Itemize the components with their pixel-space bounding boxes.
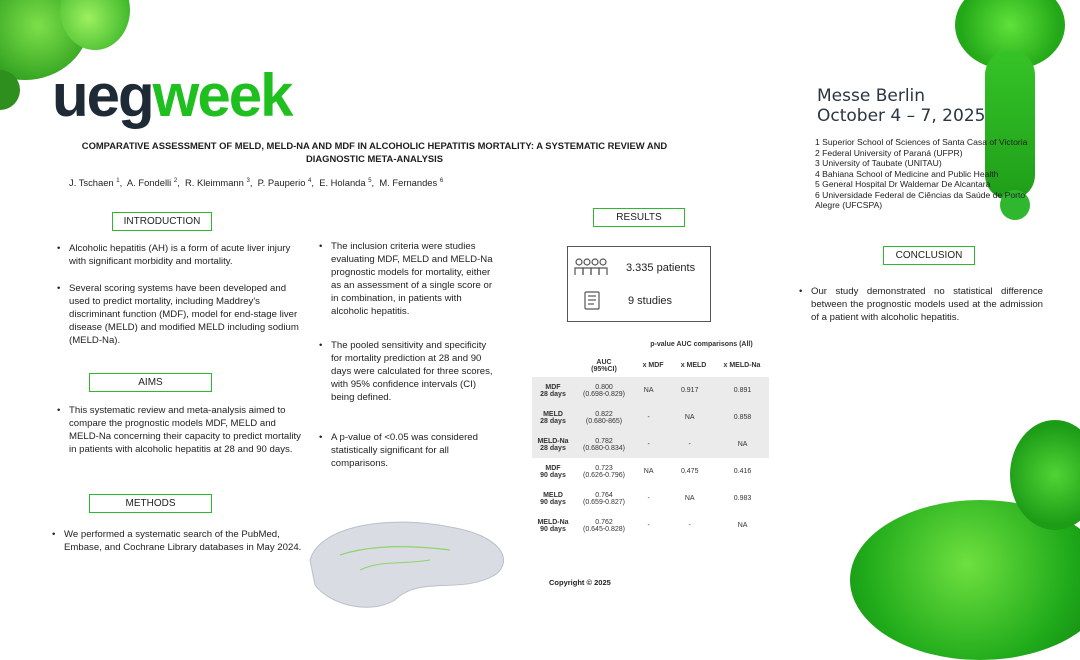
- auc-ci: (0.680-865): [585, 417, 623, 425]
- intro-bullet: [57, 242, 305, 268]
- row-label-score: MDF: [545, 464, 561, 472]
- pvalue-cell: 0.917: [680, 387, 699, 394]
- poster-title: COMPARATIVE ASSESSMENT OF MELD, MELD-NA AND MDF IN ALCOHOLIC HEPATITIS MORTALITY: A SYSTEMATIC REVIEW AND DIAGNOSTIC META-ANALYSIS: [81, 140, 668, 164]
- row-label-score: MELD: [543, 410, 563, 418]
- table-row: [532, 458, 769, 485]
- bullet-text: This systematic review and meta-analysis aimed to compare the prognostic models MDF, MELD and MELD-Na concerning their capacity to predict mortality in patients with alcoholic hepatitis at 28 and 90 days.: [69, 405, 301, 455]
- auc-ci: (0.680-0.834): [582, 444, 626, 452]
- row-label-days: 28 days: [540, 390, 566, 398]
- bullet-dot: •: [319, 241, 323, 252]
- pvalue-header-label: p-value AUC comparisons (All): [650, 341, 753, 348]
- pvalue-cell: NA: [684, 495, 695, 502]
- auc-cell: [574, 485, 634, 512]
- section-introduction: INTRODUCTION: [112, 212, 212, 231]
- liver-illustration: [300, 515, 515, 608]
- affiliations: [815, 137, 1030, 211]
- row-label-score: MELD: [543, 491, 563, 499]
- row-label: [532, 404, 574, 431]
- row-label: [532, 377, 574, 404]
- pvalue-cell: 0.891: [733, 387, 752, 394]
- section-conclusion: CONCLUSION: [883, 246, 975, 265]
- document-icon: [583, 291, 603, 311]
- pvalue-cell: -: [647, 495, 650, 502]
- methods-bullet: [52, 528, 304, 554]
- table-row: [532, 485, 769, 512]
- author: M. Fernandes: [379, 177, 438, 188]
- pvalue-cell: -: [688, 522, 691, 529]
- sensitivity-bullet: [319, 339, 497, 404]
- intro-bullet: [57, 282, 305, 347]
- auc-value: 0.782: [595, 437, 613, 445]
- bullet-dot: •: [52, 529, 56, 540]
- section-methods: METHODS: [89, 494, 212, 513]
- pvalue-header: [634, 340, 769, 377]
- author: A. Fondelli: [126, 177, 172, 188]
- author: E. Holanda: [319, 177, 366, 188]
- pvalue-cell: 0.475: [680, 468, 699, 475]
- pvalue-cell: -: [647, 441, 650, 448]
- author: J. Tschaen: [69, 177, 114, 188]
- pvalue-cell: -: [688, 441, 691, 448]
- auc-value: 0.800: [595, 383, 613, 391]
- bullet-dot: •: [57, 243, 61, 254]
- bullet-text: Alcoholic hepatitis (AH) is a form of acute liver injury with significant morbidity and mortality.: [69, 243, 291, 267]
- criteria-bullet: [319, 240, 497, 318]
- auc-value: 0.822: [595, 410, 613, 418]
- author: P. Pauperio: [257, 177, 306, 188]
- table-row: [532, 404, 769, 431]
- copyright: Copyright © 2025: [549, 578, 611, 587]
- table-row: [532, 431, 769, 458]
- people-icon: [574, 257, 608, 279]
- studies-count: 9 studies: [628, 295, 673, 307]
- ueg-week-logo: [52, 62, 292, 129]
- col-header-meld-na: x MELD-Na: [723, 362, 761, 369]
- row-label-days: 90 days: [540, 525, 566, 533]
- venue-dates: October 4 – 7, 2025: [817, 106, 986, 126]
- auc-value: 0.723: [595, 464, 613, 472]
- row-label-score: MELD-Na: [537, 518, 569, 526]
- auc-ci: (0.659-0.827): [582, 498, 626, 506]
- auc-ci: (0.645-0.828): [582, 525, 626, 533]
- col-header-meld: x MELD: [680, 362, 707, 369]
- row-label-days: 28 days: [540, 417, 566, 425]
- venue-city: Messe Berlin: [817, 86, 926, 106]
- row-label: [532, 431, 574, 458]
- affiliation: 3 University of Taubate (UNITAU): [815, 158, 942, 168]
- pvalue-cell: -: [647, 522, 650, 529]
- auc-value: 0.764: [595, 491, 613, 499]
- auc-value: 0.762: [595, 518, 613, 526]
- bullet-text: The inclusion criteria were studies evaluating MDF, MELD and MELD-Na prognostic models for mortality, either as an assessment of a single score or in combination, in patients with alcoholic hepatitis.: [331, 241, 493, 317]
- affiliation: 6 Universidade Federal de Ciências da Saúde de Porto Alegre (UFCSPA): [815, 189, 1026, 210]
- col-header-mdf: x MDF: [642, 362, 664, 369]
- bullet-text: Our study demonstrated no statistical difference between the prognostic models used at the admission of a patient with alcoholic hepatitis.: [811, 286, 1043, 323]
- row-label-score: MDF: [545, 383, 561, 391]
- pvalue-cell: 0.416: [733, 468, 752, 475]
- patients-count: 3.335 patients: [626, 262, 696, 274]
- row-label-days: 90 days: [540, 471, 566, 479]
- author-sup: 2: [173, 177, 178, 184]
- auc-header: [574, 340, 634, 377]
- pvalue-subheaders: [634, 362, 769, 369]
- row-label: [532, 485, 574, 512]
- author-sup: 5: [368, 177, 372, 184]
- author-sup: 4: [308, 177, 312, 184]
- pvalue-cell: -: [647, 414, 650, 421]
- table-row: [532, 512, 769, 539]
- bullet-text: We performed a systematic search of the PubMed, Embase, and Cochrane Library databases in May 2024.: [64, 529, 302, 553]
- row-label: [532, 458, 574, 485]
- table-row: [532, 377, 769, 404]
- conclusion-bullet: [799, 285, 1043, 324]
- row-label: [532, 512, 574, 539]
- bullet-dot: •: [799, 286, 803, 297]
- row-label-score: MELD-Na: [537, 437, 569, 445]
- pvalue-cell: NA: [737, 522, 748, 529]
- pvalue-cell: 0.983: [733, 495, 752, 502]
- affiliation: 4 Bahiana School of Medicine and Public Health: [815, 168, 999, 179]
- auc-ci: (0.698-0.829): [582, 390, 626, 398]
- bullet-text: A p-value of <0.05 was considered statistically significant for all comparisons.: [331, 432, 478, 469]
- venue: [817, 86, 985, 126]
- auc-table: [532, 340, 769, 539]
- table-corner: [532, 340, 574, 377]
- bullet-dot: •: [57, 283, 61, 294]
- logo-week: week: [152, 62, 292, 129]
- bullet-dot: •: [319, 432, 323, 443]
- affiliation: 1 Superior School of Sciences of Santa Casa of Victoria: [815, 137, 1028, 147]
- aims-bullet: [57, 404, 305, 456]
- author-sup: 6: [439, 177, 444, 184]
- section-results: RESULTS: [593, 208, 685, 227]
- affiliation: 5 General Hospital Dr Waldemar De Alcantara: [815, 179, 991, 189]
- auc-ci: (0.626-0.796): [582, 471, 626, 479]
- author-sup: 3: [246, 177, 250, 184]
- auc-cell: [574, 458, 634, 485]
- affiliation: 2 Federal University of Paraná (UFPR): [815, 147, 963, 158]
- author: R. Kleimmann: [184, 177, 244, 188]
- auc-cell: [574, 431, 634, 458]
- auc-header-label: AUC: [596, 359, 612, 366]
- author-sup: 1: [116, 177, 120, 184]
- auc-header-sub: (95%CI): [591, 366, 617, 373]
- bullet-dot: •: [319, 340, 323, 351]
- auc-cell: [574, 377, 634, 404]
- table-header-row: [532, 340, 769, 377]
- auc-cell: [574, 404, 634, 431]
- pvalue-bullet: [319, 431, 497, 470]
- section-aims: AIMS: [89, 373, 212, 392]
- bullet-text: The pooled sensitivity and specificity for mortality prediction at 28 and 90 days were calculated for three scores, with 95% confidence intervals (CI) being defined.: [331, 340, 493, 403]
- bullet-text: Several scoring systems have been developed and used to predict mortality, including Maddrey's discriminant function (MDF), model for end-stage liver disease (MELD) and modified MELD including sodium (MELD-Na).: [69, 283, 299, 346]
- bullet-dot: •: [57, 405, 61, 416]
- author-list: J. Tschaen $^1$, A. Fondelli $^2$, R. Kleimmann $^3$, P. Pauperio $^4$, E. Holanda $^5$, M. Fernandes $^6$: [69, 177, 444, 188]
- pvalue-cell: NA: [643, 387, 654, 394]
- auc-cell: [574, 512, 634, 539]
- row-label-days: 28 days: [540, 444, 566, 452]
- pvalue-cell: NA: [684, 414, 695, 421]
- stats-box: [567, 246, 711, 322]
- row-label-days: 90 days: [540, 498, 566, 506]
- logo-ueg: ueg: [52, 62, 153, 129]
- pvalue-cell: NA: [643, 468, 654, 475]
- pvalue-cell: 0.858: [733, 414, 752, 421]
- pvalue-cell: NA: [737, 441, 748, 448]
